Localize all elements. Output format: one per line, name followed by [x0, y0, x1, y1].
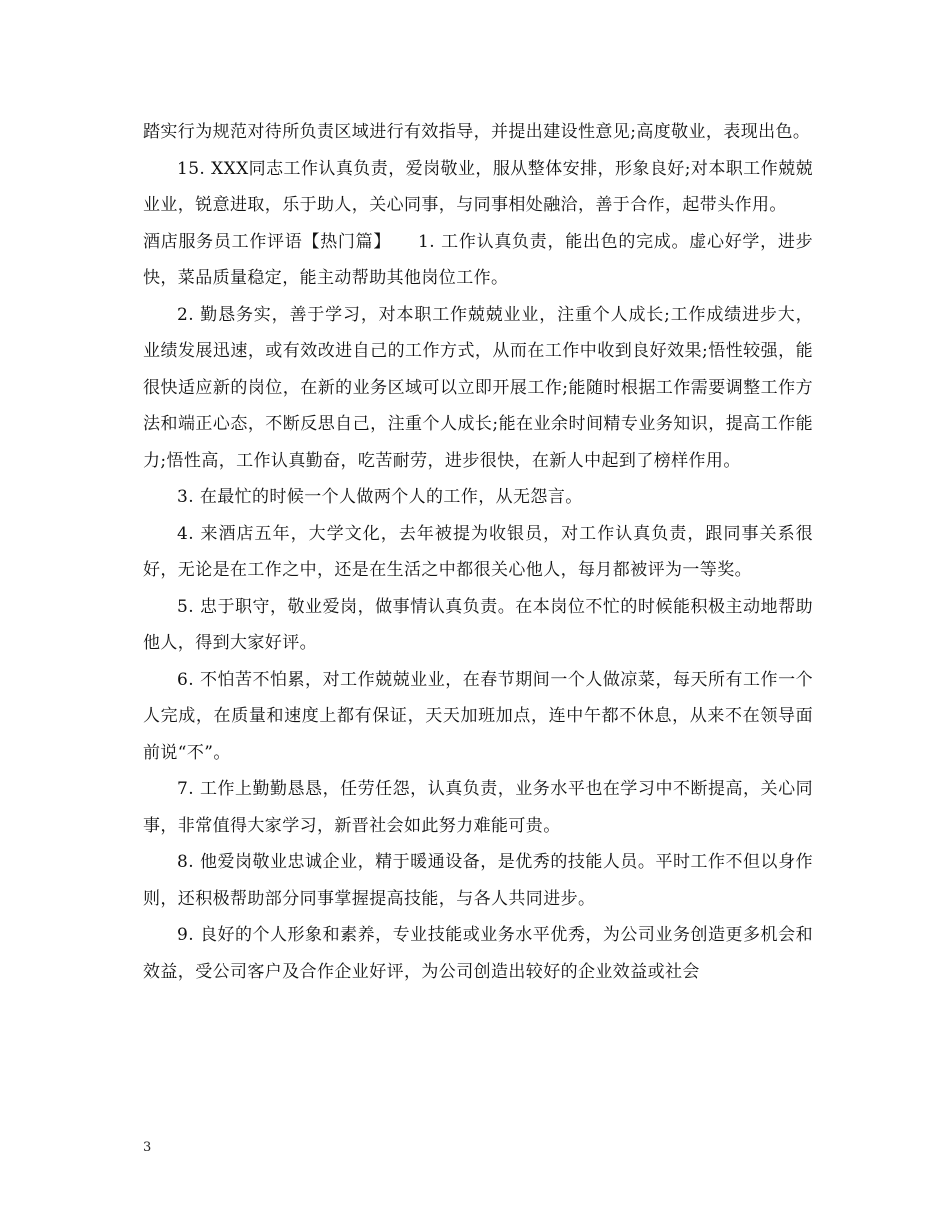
paragraph-item-9: 9. 良好的个人形象和素养，专业技能或业务水平优秀，为公司业务创造更多机会和效益，受公司客户及合作企业好评，为公司创造出较好的企业效益或社会 — [143, 925, 813, 982]
document-body — [143, 114, 813, 990]
paragraph-item-8: 8. 他爱岗敬业忠诚企业，精于暖通设备，是优秀的技能人员。平时工作不但以身作则，还积极帮助部分同事掌握提高技能，与各人共同进步。 — [143, 852, 813, 909]
page-number: 3 — [143, 1140, 152, 1155]
paragraph-continuation: 踏实行为规范对待所负责区域进行有效指导，并提出建设性意见;高度敬业，表现出色。 — [143, 122, 811, 142]
paragraph-item-4: 4. 来酒店五年，大学文化，去年被提为收银员，对工作认真负责，跟同事关系很好，无论是在工作之中，还是在生活之中都很关心他人，每月都被评为一等奖。 — [143, 523, 813, 580]
paragraph-item-2: 2. 勤恳务实，善于学习，对本职工作兢兢业业，注重个人成长;工作成绩进步大，业绩发展迅速，或有效改进自己的工作方式，从而在工作中收到良好效果;悟性较强，能很快适应新的岗位，在新的业务区域可以立即开展工作;能随时根据工作需要调整工作方法和端正心态，不断反思自己，注重个人成长;能在业余时间精专业务知识，提高工作能力;悟性高，工作认真勤奋，吃苦耐劳，进步很快，在新人中起到了榜样作用。 — [143, 304, 813, 471]
paragraph-item-5: 5. 忠于职守，敬业爱岗，做事情认真负责。在本岗位不忙的时候能积极主动地帮助他人，得到大家好评。 — [143, 596, 813, 653]
paragraph-item-15: 15. XXX同志工作认真负责，爱岗敬业，服从整体安排，形象良好;对本职工作兢兢业业，锐意进取，乐于助人，关心同事，与同事相处融洽，善于合作，起带头作用。 — [143, 158, 813, 215]
paragraph-item-3: 3. 在最忙的时候一个人做两个人的工作，从无怨言。 — [177, 487, 583, 507]
paragraph-item-6: 6. 不怕苦不怕累，对工作兢兢业业，在春节期间一个人做凉菜，每天所有工作一个人完成，在质量和速度上都有保证，天天加班加点，连中午都不休息，从来不在领导面前说“不”。 — [143, 669, 813, 763]
paragraph-section-heading: 酒店服务员工作评语【热门篇】 1. 工作认真负责，能出色的完成。虚心好学，进步快，菜品质量稳定，能主动帮助其他岗位工作。 — [143, 231, 813, 288]
paragraph-item-7: 7. 工作上勤勤恳恳，任劳任怨，认真负责，业务水平也在学习中不断提高，关心同事，非常值得大家学习，新晋社会如此努力难能可贵。 — [143, 779, 813, 836]
